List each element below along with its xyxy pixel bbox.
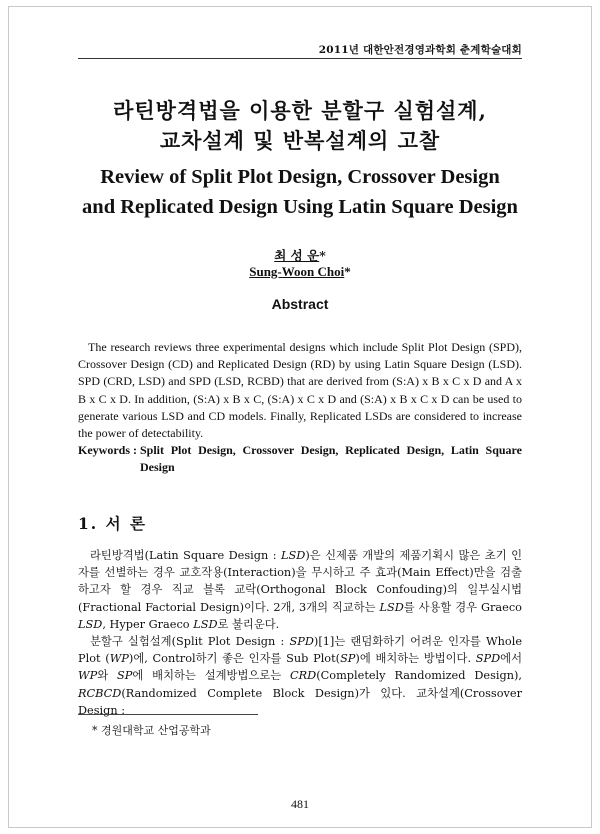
text-run: 에 배치하는 설계방법으로는	[132, 669, 291, 683]
text-run: )에 배치하는 방법이다.	[355, 652, 476, 666]
intro-paragraph-2	[78, 633, 522, 719]
keywords-text: Split Plot Design, Crossover Design, Replicated Design, Latin Square Design	[140, 443, 522, 475]
text-run: )[1]는 랜덤화하기 어려운 인자를 Whole Plot (	[78, 635, 523, 666]
author-ko-mark: *	[319, 248, 326, 263]
italic-term: SPD	[289, 635, 314, 649]
footnote: * 경원대학교 산업공학과	[92, 724, 211, 737]
title-en-line1: Review of Split Plot Design, Crossover Design	[100, 166, 500, 188]
italic-term: SP	[340, 652, 356, 666]
keywords	[78, 442, 522, 476]
author-ko-name: 최 성 운	[274, 248, 320, 263]
section-body	[78, 547, 522, 719]
title-ko-line1: 라틴방격법을 이용한 분할구 실험설계,	[113, 98, 487, 123]
running-header: 2011년 대한안전경영과학회 춘계학술대회	[318, 44, 522, 56]
author-en-mark: *	[344, 264, 351, 279]
italic-term: WP	[109, 652, 129, 666]
abstract-heading: Abstract	[271, 296, 329, 312]
section-heading-introduction: 1. 서 론	[78, 514, 147, 533]
text-run: 와	[97, 669, 118, 683]
footnote-rule	[78, 714, 258, 715]
italic-term: SP	[117, 669, 133, 683]
text-run: 에서	[500, 652, 522, 666]
text-run: 로 불리운다.	[217, 617, 280, 631]
italic-term: CRD	[290, 669, 317, 683]
page-number: 481	[291, 797, 309, 811]
text-run: (Completely Randomized Design),	[316, 669, 522, 683]
title-ko-line2: 교차설계 및 반복설계의 고찰	[159, 128, 441, 153]
text-run: 라틴방격법(Latin Square Design :	[90, 549, 281, 562]
abstract-body	[78, 339, 522, 477]
italic-term: RCBCD	[78, 686, 122, 700]
text-run: 를 사용할 경우 Graeco	[403, 600, 522, 614]
text-run: 분할구 실험설계(Split Plot Design :	[90, 635, 290, 649]
italic-term: LSD	[193, 617, 218, 631]
keywords-label: Keywords :	[78, 443, 140, 458]
italic-term: LSD	[78, 617, 103, 631]
author-en-name: Sung-Woon Choi	[249, 264, 345, 279]
author-en	[0, 264, 600, 280]
text-run: , Hyper Graeco	[102, 617, 194, 631]
abstract-text: The research reviews three experimental designs which include Split Plot Design (SPD), Crossover Design (CD) and Replicated Design (RD) by using Latin Square Design (LSD). SPD (CRD, LSD) and SPD (LSD, RCBD) that are derived from (S:A) x B x C x D and A x B x C x D. In addition, (S:A) x B x C, (S:A) x C x D and (S:A) x B x C x D can be used to generate various LSD and CD models. Finally, Replicated LSDs are considered to increase the power of detectability.	[78, 340, 522, 441]
title-en-line2: and Replicated Design Using Latin Square Design	[82, 196, 518, 218]
author-ko	[0, 246, 600, 264]
italic-term: WP	[78, 669, 98, 683]
header-rule	[78, 58, 522, 59]
italic-term: LSD	[379, 600, 404, 614]
italic-term: LSD	[281, 549, 306, 562]
intro-paragraph-1	[78, 547, 522, 633]
title-block	[40, 96, 560, 222]
italic-term: SPD	[475, 652, 501, 666]
text-run: (Randomized Complete Block Design)가 있다. 교차설계(Crossover Design :	[78, 686, 522, 717]
text-run: )에, Control하기 좋은 인자를 Sub Plot(	[128, 652, 341, 666]
text-run: )은 신제품 개발의 제품기획시 많은 초기 인자를 선별하는 경우 교호작용(Interaction)을 무시하고 주 효과(Main Effect)만을 검출하고자 할 경우 직교 블록 교락(Orthogonal Block Confouding)의 일부실시법(Fractional Factorial Design)이다. 2개, 3개의 직교하는	[78, 549, 522, 614]
